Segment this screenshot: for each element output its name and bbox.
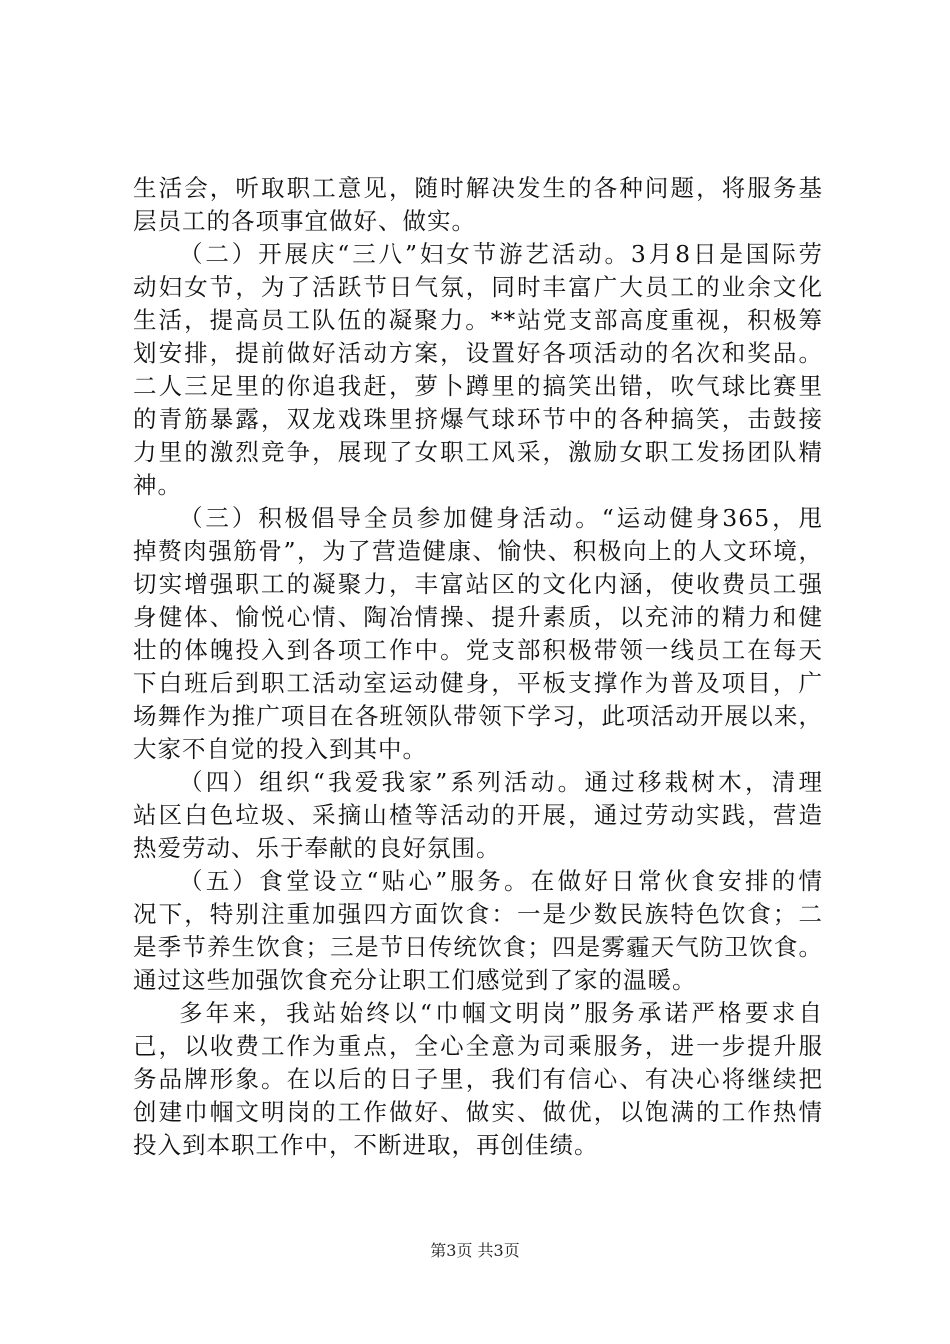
- text-line: 生活会，听取职工意见，随时解决发生的各种问题，将服务基: [133, 174, 823, 202]
- text-line: 通过这些加强饮食充分让职工们感觉到了家的温暖。: [133, 966, 697, 994]
- paragraph: [133, 172, 823, 238]
- text-line: 下白班后到职工活动室运动健身，平板支撑作为普及项目，广: [133, 669, 823, 697]
- text-line: 二人三足里的你追我赶，萝卜蹲里的搞笑出错，吹气球比赛里: [133, 372, 823, 400]
- page-footer: [0, 1240, 950, 1262]
- text-line: （二）开展庆“三八”妇女节游艺活动。3月8日是国际劳: [179, 240, 823, 268]
- text-line: 投入到本职工作中，不断进取，再创佳绩。: [133, 1131, 599, 1159]
- text-line: 务品牌形象。在以后的日子里，我们有信心、有决心将继续把: [133, 1065, 823, 1093]
- page-number: 第3页 共3页: [430, 1241, 520, 1260]
- text-line: 掉赘肉强筋骨”，为了营造健康、愉快、积极向上的人文环境，: [133, 537, 823, 565]
- text-line: （四）组织“我爱我家”系列活动。通过移栽树木，清理: [179, 768, 823, 796]
- text-line: 场舞作为推广项目在各班领队带领下学习，此项活动开展以来，: [133, 702, 823, 730]
- text-line: （三）积极倡导全员参加健身活动。“运动健身365，甩: [179, 504, 823, 532]
- text-line: 力里的激烈竞争，展现了女职工风采，激励女职工发扬团队精: [133, 438, 823, 466]
- text-line: 站区白色垃圾、采摘山楂等活动的开展，通过劳动实践，营造: [133, 801, 823, 829]
- text-line: 是季节养生饮食；三是节日传统饮食；四是雾霾天气防卫饮食。: [133, 933, 823, 961]
- paragraph: [133, 502, 823, 766]
- text-line: （五）食堂设立“贴心”服务。在做好日常伙食安排的情: [179, 867, 823, 895]
- paragraph: [133, 865, 823, 997]
- paragraph: [133, 238, 823, 502]
- text-line: 创建巾帼文明岗的工作做好、做实、做优，以饱满的工作热情: [133, 1098, 823, 1126]
- text-line: 层员工的各项事宜做好、做实。: [133, 207, 476, 235]
- text-line: 生活，提高员工队伍的凝聚力。**站党支部高度重视，积极筹: [133, 306, 823, 334]
- text-line: 神。: [133, 471, 182, 499]
- text-line: 况下，特别注重加强四方面饮食：一是少数民族特色饮食；二: [133, 900, 823, 928]
- document-body: [133, 172, 823, 1162]
- text-line: 划安排，提前做好活动方案，设置好各项活动的名次和奖品。: [133, 339, 823, 367]
- text-line: 壮的体魄投入到各项工作中。党支部积极带领一线员工在每天: [133, 636, 823, 664]
- text-line: 的青筋暴露，双龙戏珠里挤爆气球环节中的各种搞笑，击鼓接: [133, 405, 823, 433]
- text-line: 多年来，我站始终以“巾帼文明岗”服务承诺严格要求自: [179, 999, 823, 1027]
- text-line: 身健体、愉悦心情、陶冶情操、提升素质，以充沛的精力和健: [133, 603, 823, 631]
- text-line: 大家不自觉的投入到其中。: [133, 735, 427, 763]
- text-line: 热爱劳动、乐于奉献的良好氛围。: [133, 834, 501, 862]
- text-line: 切实增强职工的凝聚力，丰富站区的文化内涵，使收费员工强: [133, 570, 823, 598]
- text-line: 己，以收费工作为重点，全心全意为司乘服务，进一步提升服: [133, 1032, 823, 1060]
- text-line: 动妇女节，为了活跃节日气氛，同时丰富广大员工的业余文化: [133, 273, 823, 301]
- paragraph: [133, 997, 823, 1162]
- paragraph: [133, 766, 823, 865]
